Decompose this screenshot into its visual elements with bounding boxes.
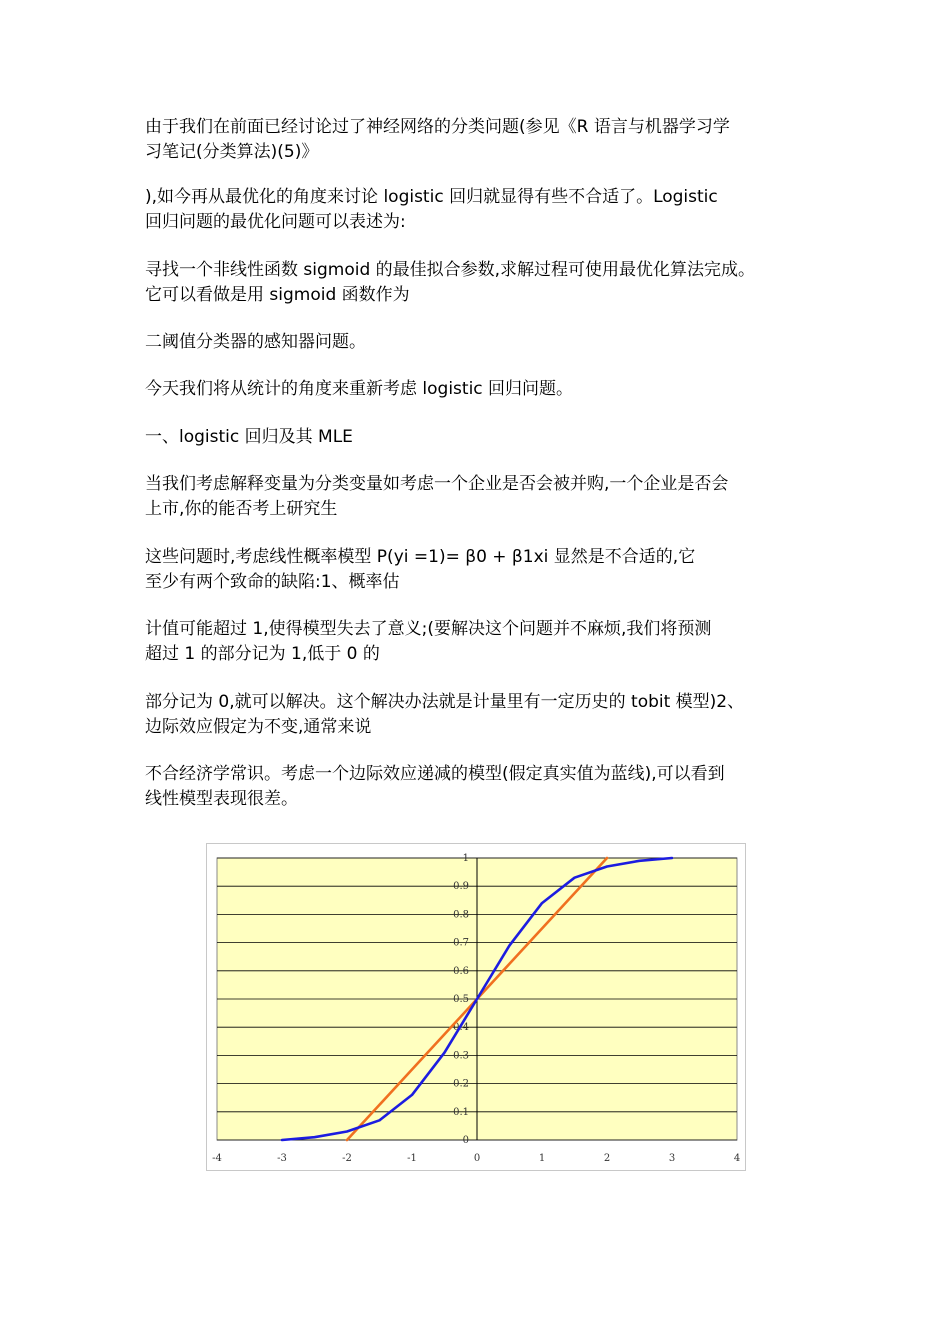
sigmoid-vs-linear-chart <box>206 843 746 1171</box>
x-tick-label: 3 <box>668 1153 676 1164</box>
paragraph-9 <box>145 690 825 739</box>
y-tick-label: 1 <box>462 853 469 864</box>
text-line: 回归问题的最优化问题可以表述为: <box>145 211 406 232</box>
y-tick-label: 0.2 <box>453 1078 469 1090</box>
paragraph-3 <box>145 258 825 307</box>
text-line: 边际效应假定为不变,通常来说 <box>145 716 372 737</box>
paragraph-1 <box>145 115 825 164</box>
y-tick-label: 0.4 <box>453 1022 469 1034</box>
x-tick-label: 2 <box>603 1153 611 1164</box>
text-line: 超过 1 的部分记为 1,低于 0 的 <box>145 643 380 664</box>
x-tick-label: 0 <box>473 1153 481 1164</box>
text-line: 当我们考虑解释变量为分类变量如考虑一个企业是否会被并购,一个企业是否会 <box>145 474 729 494</box>
text-line: 习笔记(分类算法)(5)》 <box>145 141 319 162</box>
chart-svg <box>207 844 747 1172</box>
text-line: 至少有两个致命的缺陷:1、概率估 <box>145 571 400 592</box>
x-tick-label: -3 <box>277 1153 287 1164</box>
text-line: 计值可能超过 1,使得模型失去了意义;(要解决这个问题并不麻烦,我们将预测 <box>145 619 712 639</box>
text-line: 由于我们在前面已经讨论过了神经网络的分类问题(参见《R 语言与机器学习学 <box>145 117 730 137</box>
y-tick-label: 0.9 <box>453 881 469 893</box>
y-tick-label: 0.6 <box>453 965 469 977</box>
x-tick-label: -1 <box>407 1153 417 1164</box>
y-tick-label: 0.7 <box>453 937 469 949</box>
text-line: 一、logistic 回归及其 MLE <box>145 427 353 447</box>
text-line: 今天我们将从统计的角度来重新考虑 logistic 回归问题。 <box>145 379 574 399</box>
text-line: 它可以看做是用 sigmoid 函数作为 <box>145 284 410 305</box>
x-tick-label: 4 <box>733 1153 741 1164</box>
paragraph-10 <box>145 762 825 811</box>
text-line: 上市,你的能否考上研究生 <box>145 498 338 519</box>
paragraph-2 <box>145 185 825 234</box>
text-line: 线性模型表现很差。 <box>145 788 298 809</box>
text-line: 寻找一个非线性函数 sigmoid 的最佳拟合参数,求解过程可使用最优化算法完成。 <box>145 260 756 280</box>
paragraph-6 <box>145 472 825 521</box>
section-heading <box>145 425 825 450</box>
x-tick-label: 1 <box>538 1153 546 1164</box>
y-tick-label: 0.8 <box>453 909 469 921</box>
x-tick-label: -4 <box>212 1153 222 1164</box>
text-line: 部分记为 0,就可以解决。这个解决办法就是计量里有一定历史的 tobit 模型)2、 <box>145 692 745 712</box>
y-tick-label: 0.3 <box>453 1050 469 1062</box>
y-tick-label: 0 <box>462 1135 469 1146</box>
text-line: 不合经济学常识。考虑一个边际效应递减的模型(假定真实值为蓝线),可以看到 <box>145 764 725 784</box>
text-line: ),如今再从最优化的角度来讨论 logistic 回归就显得有些不合适了。Logistic <box>145 187 718 207</box>
paragraph-5 <box>145 377 825 402</box>
text-line: 二阈值分类器的感知器问题。 <box>145 332 366 352</box>
paragraph-4 <box>145 330 825 355</box>
y-tick-label: 0.1 <box>453 1106 469 1118</box>
text-line: 这些问题时,考虑线性概率模型 P(yi =1)= β0 + β1xi 显然是不合适的,它 <box>145 547 696 567</box>
x-tick-label: -2 <box>342 1153 352 1164</box>
paragraph-7 <box>145 545 825 594</box>
y-tick-label: 0.5 <box>453 994 469 1005</box>
paragraph-8 <box>145 617 825 666</box>
